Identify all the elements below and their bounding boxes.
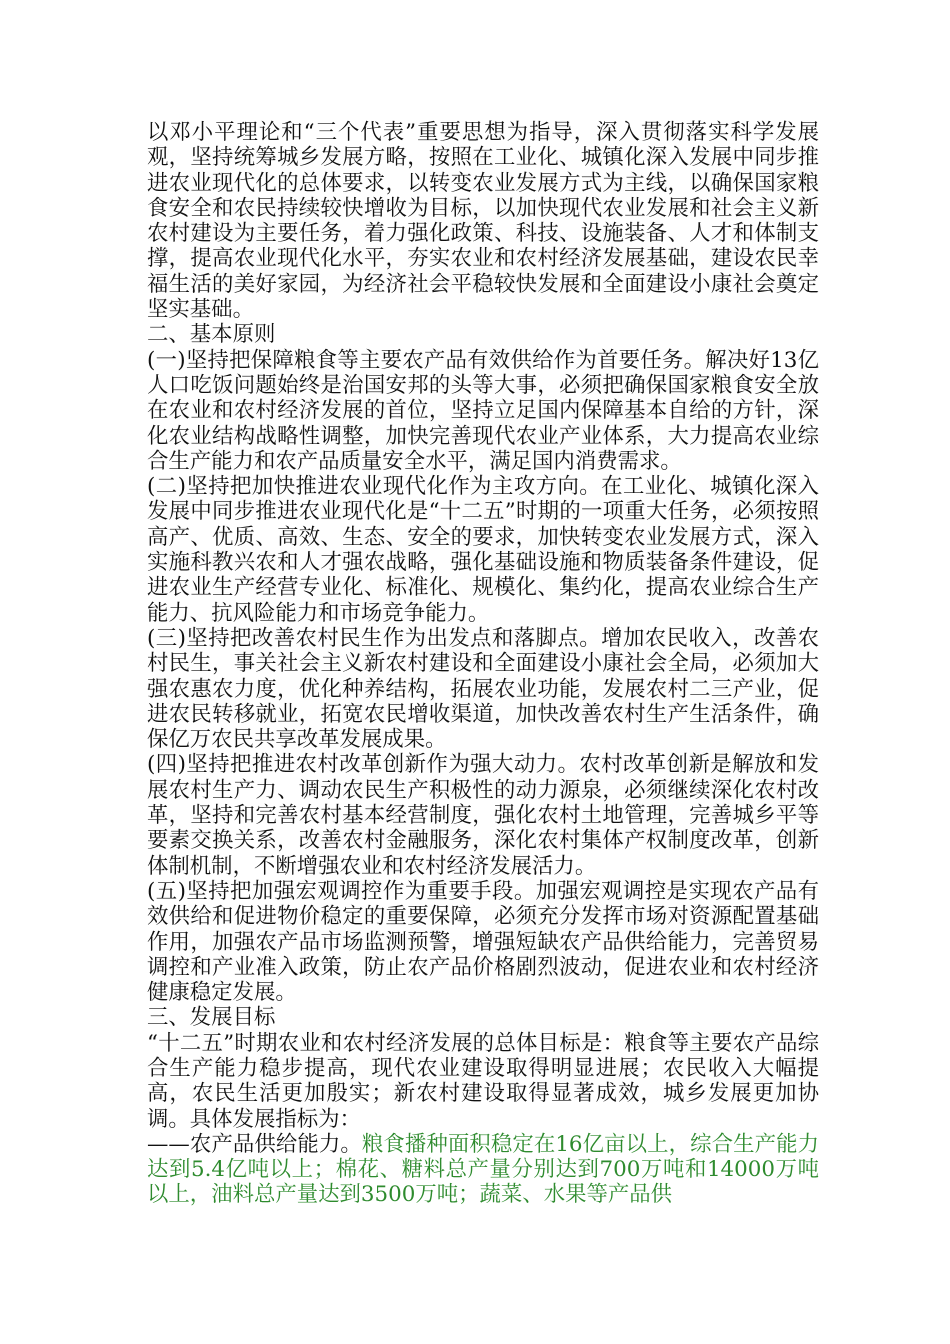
paragraph-overall-goal: “十二五”时期农业和农村经济发展的总体目标是：粮食等主要农产品综合生产能力稳步提高，现代农业建设取得明显进展；农民收入大幅提高，农民生活更加殷实；新农村建设取得显著成效，城乡发展更加协调。具体发展指标为： (147, 1030, 819, 1132)
paragraph-supply-capacity (147, 1132, 819, 1208)
paragraph-guiding-ideology: 以邓小平理论和“三个代表”重要思想为指导，深入贯彻落实科学发展观，坚持统筹城乡发展方略，按照在工业化、城镇化深入发展中同步推进农业现代化的总体要求，以转变农业发展方式为主线，以确保国家粮食安全和农民持续较快增收为目标，以加快现代农业发展和社会主义新农村建设为主要任务，着力强化政策、科技、设施装备、人才和体制支撑，提高农业现代化水平，夯实农业和农村经济发展基础，建设农民幸福生活的美好家园，为经济社会平稳较快发展和全面建设小康社会奠定坚实基础。 (147, 120, 819, 323)
supply-capacity-lead: ——农产品供给能力。 (147, 1131, 362, 1157)
paragraph-principle-5: (五)坚持把加强宏观调控作为重要手段。加强宏观调控是实现农产品有效供给和促进物价稳定的重要保障，必须充分发挥市场对资源配置基础作用，加强农产品市场监测预警，增强短缺农产品供给能力，完善贸易调控和产业准入政策，防止农产品价格剧烈波动，促进农业和农村经济健康稳定发展。 (147, 878, 819, 1006)
heading-basic-principles: 二、基本原则 (147, 322, 276, 348)
supply-capacity-highlight: 粮食播种面积稳定在16亿亩以上，综合生产能力达到5.4亿吨以上；棉花、糖料总产量分别达到700万吨和14000万吨以上，油料总产量达到3500万吨；蔬菜、水果等产品供 (147, 1131, 819, 1208)
document-body (147, 120, 819, 1208)
heading-development-goals: 三、发展目标 (147, 1005, 276, 1031)
paragraph-principle-1: (一)坚持把保障粮食等主要农产品有效供给作为首要任务。解决好13亿人口吃饭问题始终是治国安邦的头等大事，必须把确保国家粮食安全放在农业和农村经济发展的首位，坚持立足国内保障基本自给的方针，深化农业结构战略性调整，加快完善现代农业产业体系，大力提高农业综合生产能力和农产品质量安全水平，满足国内消费需求。 (147, 347, 819, 474)
paragraph-principle-3: (三)坚持把改善农村民生作为出发点和落脚点。增加农民收入，改善农村民生，事关社会主义新农村建设和全面建设小康社会全局，必须加大强农惠农力度，优化种养结构，拓展农业功能，发展农村二三产业，促进农民转移就业，拓宽农民增收渠道，加快改善农村生产生活条件，确保亿万农民共享改革发展成果。 (147, 625, 819, 753)
paragraph-principle-4: (四)坚持把推进农村改革创新作为强大动力。农村改革创新是解放和发展农村生产力、调动农民生产积极性的动力源泉，必须继续深化农村改革，坚持和完善农村基本经营制度，强化农村土地管理，完善城乡平等要素交换关系，改善农村金融服务，深化农村集体产权制度改革，创新体制机制，不断增强农业和农村经济发展活力。 (147, 752, 819, 879)
paragraph-principle-2: (二)坚持把加快推进农业现代化作为主攻方向。在工业化、城镇化深入发展中同步推进农业现代化是“十二五”时期的一项重大任务，必须按照高产、优质、高效、生态、安全的要求，加快转变农业发展方式，深入实施科教兴农和人才强农战略，强化基础设施和物质装备条件建设，促进农业生产经营专业化、标准化、规模化、集约化，提高农业综合生产能力、抗风险能力和市场竞争能力。 (147, 474, 819, 626)
